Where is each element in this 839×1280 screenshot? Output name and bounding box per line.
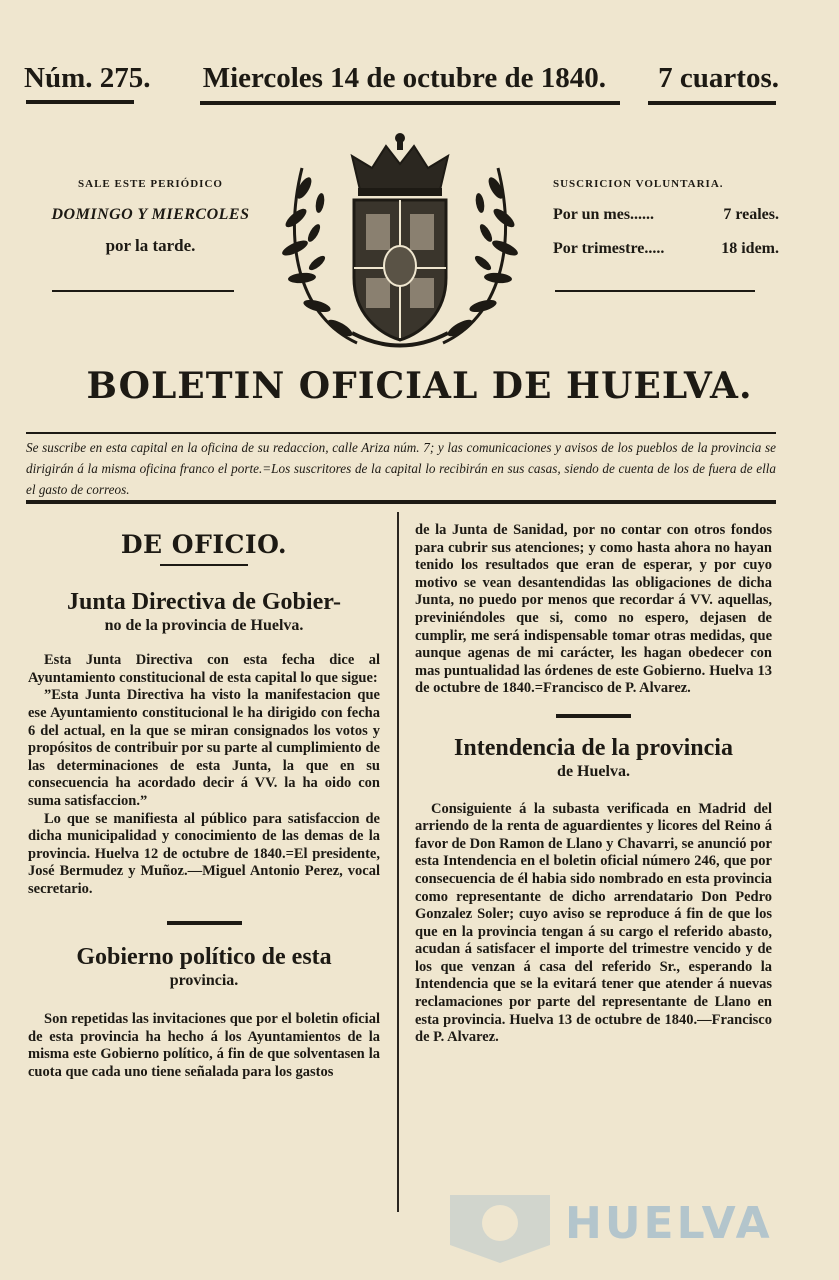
issue-price: 7 cuartos. (658, 62, 779, 94)
intendencia-subheading: de Huelva. (557, 762, 630, 780)
price-monthly-label: Por un mes...... (553, 206, 655, 223)
issue-number: Núm. 275. (24, 62, 151, 94)
gobierno-paragraph: Son repetidas las invitaciones que por el boletin oficial de esta provincia ha hecho á los Ayuntamientos de la misma este Gobierno político, á fin de que solventasen la cuota que cada uno tiene señalada para los gastos (28, 1011, 380, 1080)
schedule-days: DOMINGO Y MIERCOLES (51, 206, 250, 223)
right-column (415, 522, 772, 1047)
section-de-oficio: DE OFICIO. (120, 530, 288, 559)
subscription-title: SUSCRICION VOLUNTARIA. (553, 178, 724, 190)
gobierno-subheading: provincia. (169, 971, 239, 989)
dateline-rule-center (200, 101, 620, 105)
junta-subheading: no de la provincia de Huelva. (104, 616, 304, 634)
dateline (24, 62, 779, 95)
price-quarterly-label: Por trimestre..... (553, 240, 665, 257)
price-quarterly (553, 240, 779, 258)
junta-paragraph-1: Esta Junta Directiva con esta fecha dice al Ayuntamiento constitucional de esta capital lo que sigue: (28, 652, 380, 686)
schedule-rule (52, 290, 234, 292)
notice-rule-bottom (26, 500, 776, 504)
gobierno-continuation: de la Junta de Sanidad, por no contar con otros fondos para cubrir sus atenciones; y como hasta ahora no hayan tenido los resultados que eran de esperar, y por cuyo motivo se vean desantendidas las obligaciones de dicha Junta, no puedo por menos que recordar á VV. aquellas, previniéndoles que si, como no espero, dejasen de cumplir, me será indispensable tomar otras medidas, que aunque agenas de mi carácter, les hagan obedecer con mas puntualidad las órdenes de este Gobierno. Huelva 13 de octubre de 1840.=Francisco de P. Alvarez. (415, 522, 772, 697)
coat-of-arms-icon (262, 128, 538, 353)
section-separator (160, 564, 248, 566)
price-monthly (553, 206, 779, 224)
issue-date: Miercoles 14 de octubre de 1840. (202, 62, 606, 94)
gobierno-heading: Gobierno político de esta (76, 943, 332, 970)
article-separator (556, 714, 631, 718)
subscription-rule (555, 290, 755, 292)
junta-paragraph-2: ”Esta Junta Directiva ha visto la manifestacion que ese Ayuntamiento constitucional le ha dirigido con fecha 6 del actual, en la que se miran consignados los votos y propósitos de contribuir por su parte al cumplimiento de las determinaciones de esta Junta, la que en su consecuencia ha acordado decir á VV. la ha oido con suma satisfaccion.” (28, 687, 380, 809)
intendencia-heading: Intendencia de la provincia (454, 734, 733, 761)
price-monthly-value: 7 reales. (723, 206, 779, 223)
article-separator (167, 921, 242, 925)
notice-rule-top (26, 432, 776, 434)
intendencia-paragraph: Consiguiente á la subasta verificada en Madrid del arriendo de la renta de aguardientes y licores del Reino á favor de Don Ramon de Llano y Chavarri, se anunció por esta Intendencia en el boletin oficial número 246, que por consecuencia de él habia sido nombrado en esta provincia como representante de dicho arrendatario Don Pedro Gonzalez Soler; cuyo aviso se reproduce á fin de que los que en la provincia tengan á su cargo el referido abasto, acudan á satisfacer el importe del trimestre vencido y de los que venzan á casa del referido Sr., esperando la Intendencia que se la evitará tener que atender á nuevas reclamaciones por parte del representante de Llano en esta provincia. Huelva 13 de octubre de 1840.—Francisco de P. Alvarez. (415, 800, 772, 1046)
junta-heading: Junta Directiva de Gobier- (67, 588, 341, 615)
publication-schedule (38, 178, 263, 256)
dateline-rule-right (648, 101, 776, 105)
dateline-rule-left (26, 100, 134, 104)
watermark-text: HUELVA (565, 1198, 773, 1249)
schedule-time: por la tarde. (105, 236, 196, 255)
column-divider (397, 512, 399, 1212)
subscription-prices (553, 178, 779, 258)
price-quarterly-value: 18 idem. (721, 240, 779, 257)
schedule-line1: SALE ESTE PERIÓDICO (78, 178, 223, 190)
left-column (28, 530, 380, 1081)
masthead-title: BOLETIN OFICIAL DE HUELVA. (86, 365, 753, 407)
subscription-notice: Se suscribe en esta capital en la oficina de su redaccion, calle Ariza núm. 7; y las comunicaciones y avisos de los pueblos de la provincia se dirigirán á la misma oficina franco el porte.=Los suscritores de la capital lo recibirán en sus casas, siendo de cuenta de los de fuera de ella el gasto de correos. (26, 440, 776, 497)
junta-paragraph-3: Lo que se manifiesta al público para satisfaccion de dicha municipalidad y conocimiento de las demas de la provincia. Huelva 12 de octubre de 1840.=El presidente, José Bermudez y Muñoz.—Miguel Antonio Perez, vocal secretario. (28, 810, 380, 897)
